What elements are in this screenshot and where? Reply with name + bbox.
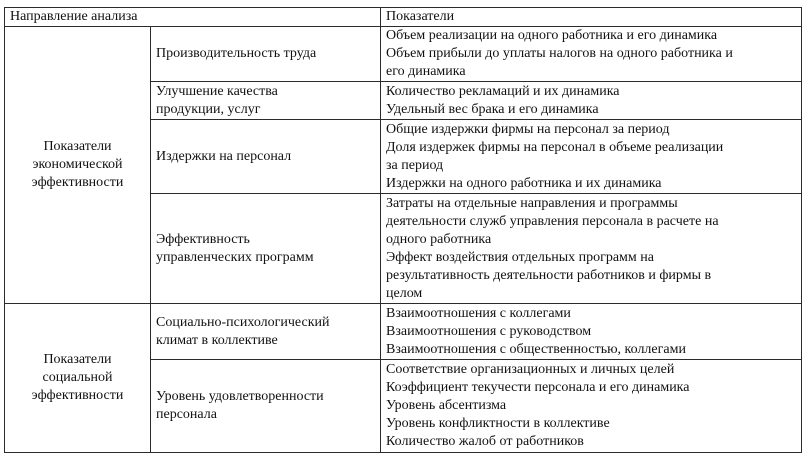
subcategory-line: управленческих программ bbox=[156, 249, 314, 265]
subcategory-cell bbox=[151, 360, 381, 453]
indicator-line: целом bbox=[386, 285, 423, 301]
table-row bbox=[5, 304, 802, 360]
indicator-line: результативность деятельности работников и фирмы в bbox=[386, 267, 712, 283]
indicator-line: деятельности служб управления персонала в расчете на bbox=[386, 213, 719, 229]
category-line: Показатели bbox=[43, 352, 112, 367]
category-line: эффективности bbox=[31, 175, 124, 190]
analysis-table bbox=[4, 7, 802, 453]
category-line: социальной bbox=[42, 370, 113, 385]
indicator-line: Коэффициент текучести персонала и его динамика bbox=[386, 380, 690, 395]
subcategory-cell bbox=[151, 82, 381, 120]
indicator-line: Уровень конфликтности в коллективе bbox=[386, 416, 610, 431]
subcategory-line: Социально-психологический bbox=[156, 314, 330, 330]
header-indicators: Показатели bbox=[381, 8, 802, 27]
indicator-line: Взаимоотношения с общественностью, коллегами bbox=[386, 341, 686, 357]
subcategory-cell bbox=[151, 194, 381, 304]
subcategory-line: Производительность труда bbox=[156, 46, 317, 61]
category-line: экономической bbox=[32, 157, 123, 172]
category-social-cell bbox=[5, 304, 151, 453]
subcategory-line: Издержки на персонал bbox=[156, 148, 292, 164]
subcategory-cell bbox=[151, 27, 381, 82]
subcategory-line: продукции, услуг bbox=[156, 101, 261, 117]
indicator-line: Объем прибыли до уплаты налогов на одного работника и bbox=[386, 46, 733, 61]
indicator-line: Удельный вес брака и его динамика bbox=[386, 101, 599, 117]
indicators-cell bbox=[381, 82, 802, 120]
indicators-cell bbox=[381, 27, 802, 82]
indicator-line: Количество жалоб от работников bbox=[386, 434, 584, 449]
table-header-row bbox=[5, 8, 802, 27]
indicator-line: его динамика bbox=[386, 64, 466, 79]
subcategory-line: климат в коллективе bbox=[156, 332, 278, 348]
subcategory-line: Уровень удовлетворенности bbox=[156, 389, 324, 404]
indicator-line: Издержки на одного работника и их динамика bbox=[386, 175, 662, 191]
indicator-line: Эффект воздействия отдельных программ на bbox=[386, 249, 654, 265]
subcategory-cell bbox=[151, 304, 381, 360]
indicators-cell bbox=[381, 120, 802, 194]
indicators-cell bbox=[381, 360, 802, 453]
header-direction: Направление анализа bbox=[5, 8, 381, 27]
subcategory-line: Эффективность bbox=[156, 231, 250, 247]
category-line: Показатели bbox=[43, 139, 112, 154]
indicator-line: Затраты на отдельные направления и программы bbox=[386, 195, 678, 211]
indicators-cell bbox=[381, 304, 802, 360]
subcategory-cell bbox=[151, 120, 381, 194]
indicators-cell bbox=[381, 194, 802, 304]
indicator-line: Количество рекламаций и их динамика bbox=[386, 83, 620, 99]
table-row bbox=[5, 27, 802, 82]
indicator-line: Доля издержек фирмы на персонал в объеме реализации bbox=[386, 139, 724, 155]
indicator-line: Взаимоотношения с коллегами bbox=[386, 305, 571, 321]
indicator-line: Соответствие организационных и личных целей bbox=[386, 362, 675, 377]
subcategory-line: персонала bbox=[156, 407, 217, 422]
indicator-line: Взаимоотношения с руководством bbox=[386, 323, 592, 339]
indicator-line: за период bbox=[386, 157, 444, 173]
category-economic-cell bbox=[5, 27, 151, 304]
indicator-line: Общие издержки фирмы на персонал за период bbox=[386, 121, 670, 137]
category-line: эффективности bbox=[31, 388, 124, 403]
indicator-line: Уровень абсентизма bbox=[386, 398, 507, 413]
indicator-line: одного работника bbox=[386, 231, 492, 247]
indicator-line: Объем реализации на одного работника и его динамика bbox=[386, 28, 718, 43]
subcategory-line: Улучшение качества bbox=[156, 83, 278, 99]
